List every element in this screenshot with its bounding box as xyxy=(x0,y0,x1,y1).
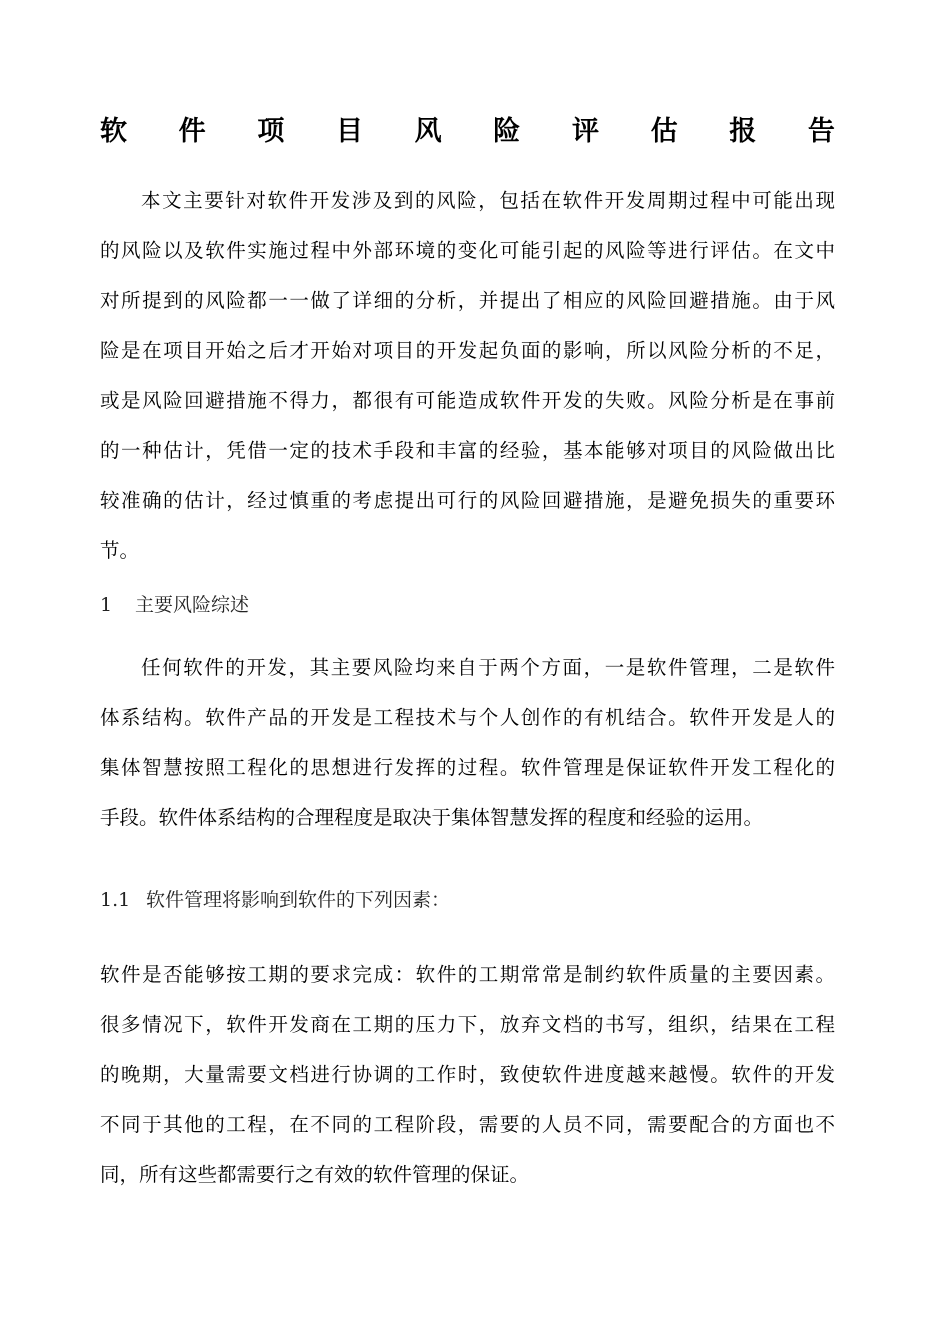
title-char: 报 xyxy=(729,116,757,147)
intro-paragraph xyxy=(100,176,835,576)
paragraph-line: 的晚期，大量需要文档进行协调的工作时，致使软件进度越来越慢。软件的开发 xyxy=(100,1063,835,1086)
paragraph-line: 手段。软件体系结构的合理程度是取决于集体智慧发挥的程度和经验的运用。 xyxy=(100,806,764,829)
title-char: 目 xyxy=(335,116,363,147)
title-char: 件 xyxy=(178,116,206,147)
section-title: 主要风险综述 xyxy=(135,594,250,616)
paragraph-line: 的一种估计，凭借一定的技术手段和丰富的经验，基本能够对项目的风险做出比 xyxy=(100,439,835,462)
paragraph-line: 软件是否能够按工期的要求完成：软件的工期常常是制约软件质量的主要因素。 xyxy=(100,963,835,986)
paragraph-line: 较准确的估计，经过慎重的考虑提出可行的风险回避措施，是避免损失的重要环 xyxy=(100,489,835,512)
title-char: 项 xyxy=(257,116,285,147)
section-heading-1 xyxy=(100,590,249,620)
title-char: 软 xyxy=(100,116,127,147)
section-title: 软件管理将影响到软件的下列因素： xyxy=(146,889,451,911)
section1-1-paragraph xyxy=(100,950,835,1200)
paragraph-line: 的风险以及软件实施过程中外部环境的变化可能引起的风险等进行评估。在文中 xyxy=(100,239,835,262)
paragraph-line: 对所提到的风险都一一做了详细的分析，并提出了相应的风险回避措施。由于风 xyxy=(100,289,835,312)
section-number: 1.1 xyxy=(100,889,131,911)
section-heading-1-1 xyxy=(100,885,450,915)
title-char: 险 xyxy=(493,116,521,147)
paragraph-line: 或是风险回避措施不得力，都很有可能造成软件开发的失败。风险分析是在事前 xyxy=(100,389,835,412)
section1-paragraph xyxy=(100,643,835,843)
paragraph-line: 不同于其他的工程，在不同的工程阶段，需要的人员不同，需要配合的方面也不 xyxy=(100,1113,835,1136)
paragraph-line: 险是在项目开始之后才开始对项目的开发起负面的影响，所以风险分析的不足， xyxy=(100,339,835,362)
section-number: 1 xyxy=(100,594,113,616)
document-title xyxy=(100,112,835,152)
paragraph-line: 任何软件的开发，其主要风险均来自于两个方面，一是软件管理，二是软件 xyxy=(141,656,835,679)
title-char: 估 xyxy=(650,116,678,147)
title-char: 风 xyxy=(414,116,442,147)
paragraph-line: 节。 xyxy=(100,539,140,562)
paragraph-line: 集体智慧按照工程化的思想进行发挥的过程。软件管理是保证软件开发工程化的 xyxy=(100,756,835,779)
paragraph-line: 同，所有这些都需要行之有效的软件管理的保证。 xyxy=(100,1163,530,1186)
paragraph-line: 很多情况下，软件开发商在工期的压力下，放弃文档的书写，组织，结果在工程 xyxy=(100,1013,835,1036)
paragraph-line: 本文主要针对软件开发涉及到的风险，包括在软件开发周期过程中可能出现 xyxy=(141,189,835,212)
title-char: 评 xyxy=(571,116,599,147)
title-char: 告 xyxy=(807,116,835,147)
paragraph-line: 体系结构。软件产品的开发是工程技术与个人创作的有机结合。软件开发是人的 xyxy=(100,706,835,729)
